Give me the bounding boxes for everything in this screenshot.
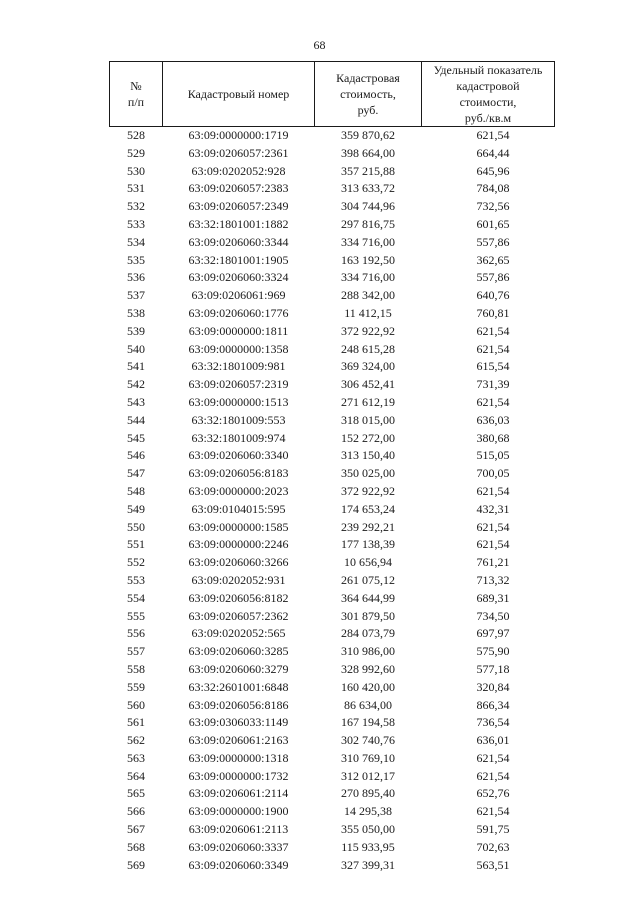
table-row [110, 590, 555, 608]
cadastral-number: 63:09:0206060:3349 [188, 857, 289, 872]
cadastral-number: 63:09:0206057:2361 [188, 145, 289, 160]
table-row [110, 803, 555, 821]
cadastral-number: 63:09:0206060:3340 [188, 448, 289, 463]
cadastral-cost: 288 342,00 [341, 288, 395, 303]
cadastral-number: 63:09:0000000:2246 [188, 537, 289, 552]
table-row [110, 679, 555, 697]
cadastral-number: 63:09:0206060:3266 [188, 555, 289, 570]
cadastral-cost: 328 992,60 [341, 661, 395, 676]
cadastral-number: 63:09:0206060:1776 [188, 305, 289, 320]
cadastral-number: 63:09:0000000:1318 [188, 750, 289, 765]
table-row [110, 234, 555, 252]
specific-indicator: 732,56 [476, 199, 510, 214]
row-number: 562 [127, 733, 145, 748]
cadastral-cost: 334 716,00 [341, 270, 395, 285]
row-number: 555 [127, 608, 145, 623]
cadastral-cost: 239 292,21 [341, 519, 395, 534]
table-row [110, 625, 555, 643]
row-number: 567 [127, 822, 145, 837]
cadastral-number: 63:32:1801009:974 [191, 430, 286, 445]
table-body [110, 127, 555, 875]
table-row [110, 376, 555, 394]
specific-indicator: 702,63 [476, 839, 510, 854]
row-number: 553 [127, 572, 145, 587]
row-number: 532 [127, 199, 145, 214]
cadastral-number: 63:09:0206060:3344 [188, 234, 289, 249]
cadastral-cost: 372 922,92 [341, 483, 395, 498]
row-number: 540 [127, 341, 145, 356]
specific-indicator: 761,21 [476, 555, 510, 570]
cadastral-number: 63:09:0000000:1585 [188, 519, 289, 534]
table-row [110, 501, 555, 519]
table-row [110, 430, 555, 448]
cadastral-cost: 302 740,76 [341, 733, 395, 748]
cadastral-number: 63:09:0206060:3285 [188, 644, 289, 659]
specific-indicator: 636,01 [476, 733, 510, 748]
specific-indicator: 621,54 [476, 128, 510, 142]
cadastral-number: 63:09:0202052:928 [191, 163, 286, 178]
cadastral-cost: 304 744,96 [341, 199, 395, 214]
cadastral-cost: 248 615,28 [341, 341, 395, 356]
row-number: 564 [127, 768, 145, 783]
cadastral-cost: 313 150,40 [341, 448, 395, 463]
cadastral-number: 63:32:1801001:1882 [188, 216, 289, 231]
table-row [110, 519, 555, 537]
cadastral-number: 63:09:0000000:1358 [188, 341, 289, 356]
cadastral-cost: 167 194,58 [341, 715, 395, 730]
cadastral-cost: 261 075,12 [341, 572, 395, 587]
cadastral-cost: 86 634,00 [344, 697, 392, 712]
table-row [110, 198, 555, 216]
header-cadastral-number [163, 62, 315, 127]
row-number: 533 [127, 216, 145, 231]
row-number: 551 [127, 537, 145, 552]
specific-indicator: 697,97 [476, 626, 510, 641]
table-row [110, 483, 555, 501]
row-number: 536 [127, 270, 145, 285]
table-row [110, 163, 555, 181]
cadastral-cost: 177 138,39 [341, 537, 395, 552]
cadastral-number: 63:09:0206061:2163 [188, 733, 289, 748]
specific-indicator: 615,54 [476, 359, 510, 374]
table-row [110, 536, 555, 554]
table-row [110, 661, 555, 679]
table-row [110, 412, 555, 430]
cadastral-cost: 271 612,19 [341, 394, 395, 409]
specific-indicator: 689,31 [476, 590, 510, 605]
cadastral-cost: 284 073,79 [341, 626, 395, 641]
table-row [110, 554, 555, 572]
header-cadastral-number-line1: Кадастровый номер [187, 87, 290, 101]
row-number: 537 [127, 288, 145, 303]
specific-indicator: 591,75 [476, 822, 510, 837]
cadastral-number: 63:09:0206060:3324 [188, 270, 289, 285]
row-number: 544 [127, 412, 145, 427]
cadastral-number: 63:09:0202052:565 [191, 626, 286, 641]
cadastral-cost: 398 664,00 [341, 145, 395, 160]
table-row [110, 358, 555, 376]
header-specific-line2: кадастровой [456, 79, 520, 93]
cadastral-number: 63:32:1801001:1905 [188, 252, 289, 267]
cadastral-number: 63:32:1801009:981 [191, 359, 286, 374]
row-number: 563 [127, 750, 145, 765]
table-row [110, 465, 555, 483]
cadastral-cost: 372 922,92 [341, 323, 395, 338]
specific-indicator: 557,86 [476, 270, 510, 285]
cadastral-number: 63:09:0206061:2113 [188, 822, 289, 837]
cadastral-cost: 327 399,31 [341, 857, 395, 872]
specific-indicator: 621,54 [476, 804, 510, 819]
cadastral-number: 63:09:0000000:1719 [188, 128, 289, 142]
cadastral-cost: 312 012,17 [341, 768, 395, 783]
specific-indicator: 575,90 [476, 644, 510, 659]
row-number: 558 [127, 661, 145, 676]
specific-indicator: 601,65 [476, 216, 510, 231]
header-specific-line4: руб./кв.м [464, 111, 512, 125]
row-number: 559 [127, 679, 145, 694]
cadastral-value-table [109, 61, 555, 874]
cadastral-number: 63:09:0000000:1900 [188, 804, 289, 819]
cadastral-cost: 306 452,41 [341, 377, 395, 392]
row-number: 546 [127, 448, 145, 463]
row-number: 528 [127, 128, 145, 142]
row-number: 565 [127, 786, 145, 801]
cadastral-cost: 334 716,00 [341, 234, 395, 249]
cadastral-number: 63:09:0206060:3337 [188, 839, 289, 854]
specific-indicator: 700,05 [476, 466, 510, 481]
table-row [110, 216, 555, 234]
cadastral-cost: 313 633,72 [341, 181, 395, 196]
cadastral-number: 63:09:0000000:1513 [188, 394, 289, 409]
table-row [110, 732, 555, 750]
header-cost-line2: стоимость, [340, 87, 396, 101]
row-number: 541 [127, 359, 145, 374]
row-number: 557 [127, 644, 145, 659]
table-row [110, 341, 555, 359]
row-number: 538 [127, 305, 145, 320]
table-row [110, 714, 555, 732]
cadastral-number: 63:09:0306033:1149 [188, 715, 289, 730]
row-number: 534 [127, 234, 145, 249]
row-number: 535 [127, 252, 145, 267]
cadastral-cost: 364 644,99 [341, 590, 395, 605]
cadastral-cost: 310 769,10 [341, 750, 395, 765]
cadastral-cost: 270 895,40 [341, 786, 395, 801]
cadastral-cost: 318 015,00 [341, 412, 395, 427]
cadastral-cost: 310 986,00 [341, 644, 395, 659]
cadastral-number: 63:09:0206061:2114 [188, 786, 289, 801]
cadastral-number: 63:32:2601001:6848 [188, 679, 289, 694]
table-row [110, 145, 555, 163]
row-number: 561 [127, 715, 145, 730]
specific-indicator: 621,54 [476, 341, 510, 356]
row-number: 539 [127, 323, 145, 338]
page-number: 68 [313, 38, 326, 52]
cadastral-cost: 355 050,00 [341, 822, 395, 837]
cadastral-number: 63:09:0206056:8183 [188, 466, 289, 481]
specific-indicator: 866,34 [476, 697, 510, 712]
cadastral-cost: 357 215,88 [341, 163, 395, 178]
specific-indicator: 652,76 [476, 786, 510, 801]
cadastral-number: 63:09:0206057:2362 [188, 608, 289, 623]
row-number: 568 [127, 839, 145, 854]
cadastral-cost: 174 653,24 [341, 501, 395, 516]
table-row [110, 839, 555, 857]
specific-indicator: 734,50 [476, 608, 510, 623]
table-row [110, 643, 555, 661]
specific-indicator: 736,54 [476, 715, 510, 730]
header-specific-indicator [422, 62, 555, 127]
specific-indicator: 784,08 [476, 181, 510, 196]
header-cost-line3: руб. [357, 103, 379, 117]
cadastral-cost: 11 412,15 [344, 305, 392, 320]
specific-indicator: 621,54 [476, 394, 510, 409]
cadastral-number: 63:09:0206056:8186 [188, 697, 289, 712]
header-specific-line1: Удельный показатель [433, 63, 543, 77]
table-row [110, 180, 555, 198]
specific-indicator: 320,84 [476, 679, 510, 694]
table-row [110, 394, 555, 412]
row-number: 530 [127, 163, 145, 178]
row-number: 554 [127, 590, 145, 605]
specific-indicator: 760,81 [476, 305, 510, 320]
cadastral-number: 63:32:1801009:553 [191, 412, 286, 427]
cadastral-number: 63:09:0206056:8182 [188, 590, 289, 605]
specific-indicator: 380,68 [476, 430, 510, 445]
cadastral-number: 63:09:0000000:2023 [188, 483, 289, 498]
header-number-line2: п/п [127, 95, 145, 109]
cadastral-number: 63:09:0206057:2383 [188, 181, 289, 196]
row-number: 556 [127, 626, 145, 641]
table-row [110, 785, 555, 803]
specific-indicator: 621,54 [476, 768, 510, 783]
table-row [110, 127, 555, 145]
table-row [110, 697, 555, 715]
row-number: 569 [127, 857, 145, 872]
table-row [110, 572, 555, 590]
header-cost-line1: Кадастровая [336, 71, 400, 85]
specific-indicator: 557,86 [476, 234, 510, 249]
table-row [110, 608, 555, 626]
specific-indicator: 362,65 [476, 252, 510, 267]
cadastral-number: 63:09:0206057:2319 [188, 377, 289, 392]
cadastral-cost: 115 933,95 [341, 839, 395, 854]
table-row [110, 252, 555, 270]
cadastral-cost: 160 420,00 [341, 679, 395, 694]
specific-indicator: 563,51 [476, 857, 510, 872]
specific-indicator: 636,03 [476, 412, 510, 427]
cadastral-cost: 350 025,00 [341, 466, 395, 481]
table-row [110, 269, 555, 287]
cadastral-number: 63:09:0000000:1732 [188, 768, 289, 783]
cadastral-number: 63:09:0000000:1811 [188, 323, 289, 338]
row-number: 531 [127, 181, 145, 196]
table-row [110, 768, 555, 786]
cadastral-cost: 163 192,50 [341, 252, 395, 267]
table-row [110, 821, 555, 839]
row-number: 560 [127, 697, 145, 712]
header-specific-line3: стоимости, [459, 95, 517, 109]
specific-indicator: 577,18 [476, 661, 510, 676]
cadastral-number: 63:09:0202052:931 [191, 572, 286, 587]
table-row [110, 447, 555, 465]
header-cadastral-cost [315, 62, 422, 127]
specific-indicator: 621,54 [476, 519, 510, 534]
header-number [110, 62, 163, 127]
cadastral-cost: 359 870,62 [341, 128, 395, 142]
cadastral-cost: 297 816,75 [341, 216, 395, 231]
specific-indicator: 640,76 [476, 288, 510, 303]
specific-indicator: 731,39 [476, 377, 510, 392]
table-row [110, 305, 555, 323]
specific-indicator: 645,96 [476, 163, 510, 178]
row-number: 566 [127, 804, 145, 819]
specific-indicator: 432,31 [476, 501, 510, 516]
specific-indicator: 515,05 [476, 448, 510, 463]
cadastral-number: 63:09:0206060:3279 [188, 661, 289, 676]
specific-indicator: 621,54 [476, 323, 510, 338]
cadastral-cost: 369 324,00 [341, 359, 395, 374]
specific-indicator: 664,44 [476, 145, 510, 160]
row-number: 542 [127, 377, 145, 392]
row-number: 543 [127, 394, 145, 409]
specific-indicator: 621,54 [476, 483, 510, 498]
row-number: 552 [127, 555, 145, 570]
table-row [110, 287, 555, 305]
specific-indicator: 621,54 [476, 537, 510, 552]
cadastral-cost: 14 295,38 [344, 804, 392, 819]
cadastral-cost: 152 272,00 [341, 430, 395, 445]
row-number: 529 [127, 145, 145, 160]
row-number: 547 [127, 466, 145, 481]
cadastral-cost: 10 656,94 [344, 555, 392, 570]
cadastral-number: 63:09:0104015:595 [191, 501, 286, 516]
header-number-line1: № [130, 79, 142, 93]
table-row [110, 323, 555, 341]
cadastral-cost: 301 879,50 [341, 608, 395, 623]
table-header [110, 62, 555, 127]
row-number: 548 [127, 483, 145, 498]
specific-indicator: 713,32 [476, 572, 510, 587]
table-row [110, 857, 555, 875]
cadastral-number: 63:09:0206061:969 [191, 288, 286, 303]
row-number: 545 [127, 430, 145, 445]
specific-indicator: 621,54 [476, 750, 510, 765]
row-number: 550 [127, 519, 145, 534]
cadastral-number: 63:09:0206057:2349 [188, 199, 289, 214]
row-number: 549 [127, 501, 145, 516]
table-row [110, 750, 555, 768]
